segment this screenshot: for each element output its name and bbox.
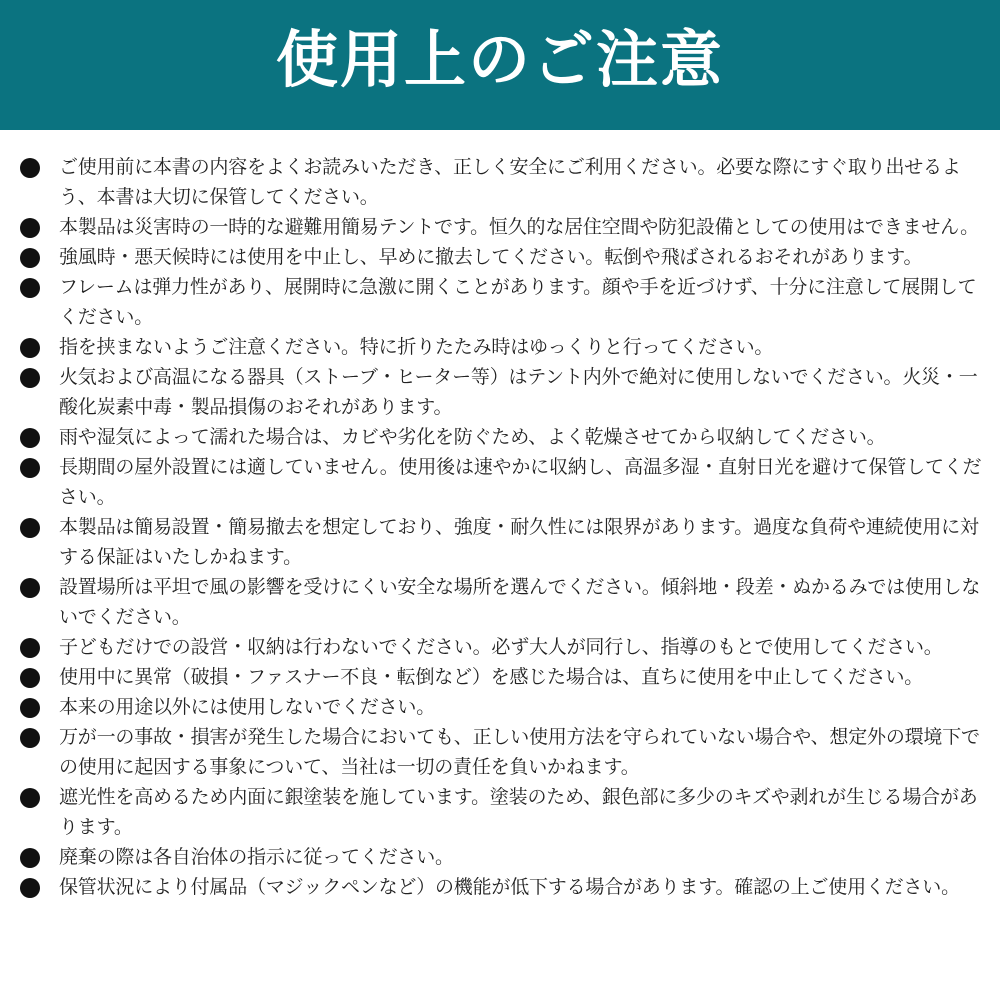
note-text: ご使用前に本書の内容をよくお読みいただき、正しく安全にご利用ください。必要な際にすぐ取り出せるよう、本書は大切に保管してください。 (59, 156, 961, 208)
note-text: 廃棄の際は各自治体の指示に従ってください。 (59, 846, 454, 868)
list-item (20, 872, 984, 902)
list-item (20, 632, 984, 662)
note-text: 指を挟まないようご注意ください。特に折りたたみ時はゆっくりと行ってください。 (59, 336, 774, 358)
note-text: 万が一の事故・損害が発生した場合においても、正しい使用方法を守られていない場合や、想定外の環境下での使用に起因する事象について、当社は一切の責任を負いかねます。 (59, 726, 980, 778)
note-text: 本製品は災害時の一時的な避難用簡易テントです。恒久的な居住空間や防犯設備としての使用はできません。 (59, 216, 979, 238)
list-item (20, 842, 984, 872)
list-item (20, 692, 984, 722)
note-text: 設置場所は平坦で風の影響を受けにくい安全な場所を選んでください。傾斜地・段差・ぬかるみでは使用しないでください。 (59, 576, 981, 628)
list-item (20, 422, 984, 452)
list-item (20, 242, 984, 272)
list-item (20, 152, 984, 212)
bullet-icon (20, 518, 40, 538)
note-text: 強風時・悪天候時には使用を中止し、早めに撤去してください。転倒や飛ばされるおそれがあります。 (59, 246, 923, 268)
list-item (20, 662, 984, 692)
bullet-icon (20, 728, 40, 748)
list-item (20, 452, 984, 512)
bullet-icon (20, 368, 40, 388)
note-text: 本来の用途以外には使用しないでください。 (59, 696, 436, 718)
page-title: 使用上のご注意 (275, 23, 724, 96)
list-item (20, 362, 984, 422)
list-item (20, 572, 984, 632)
note-text: 本製品は簡易設置・簡易撤去を想定しており、強度・耐久性には限界があります。過度な負荷や連続使用に対する保証はいたしかねます。 (59, 516, 979, 568)
bullet-icon (20, 248, 40, 268)
list-item (20, 782, 984, 842)
note-text: フレームは弾力性があり、展開時に急激に開くことがあります。顔や手を近づけず、十分に注意して展開してください。 (59, 276, 977, 328)
note-text: 長期間の屋外設置には適していません。使用後は速やかに収納し、高温多湿・直射日光を避けて保管してください。 (59, 456, 982, 508)
bullet-icon (20, 428, 40, 448)
list-item (20, 212, 984, 242)
list-item (20, 512, 984, 572)
bullet-icon (20, 788, 40, 808)
bullet-icon (20, 158, 40, 178)
caution-list (0, 130, 1000, 902)
list-item (20, 722, 984, 782)
bullet-icon (20, 218, 40, 238)
list-item (20, 272, 984, 332)
note-text: 遮光性を高めるため内面に銀塗装を施しています。塗装のため、銀色部に多少のキズや剥れが生じる場合があります。 (59, 786, 978, 838)
bullet-icon (20, 638, 40, 658)
note-text: 使用中に異常（破損・ファスナー不良・転倒など）を感じた場合は、直ちに使用を中止してください。 (59, 666, 924, 688)
header-banner (0, 0, 1000, 130)
list-item (20, 332, 984, 362)
bullet-icon (20, 668, 40, 688)
note-text: 子どもだけでの設営・収納は行わないでください。必ず大人が同行し、指導のもとで使用してください。 (59, 636, 943, 658)
note-text: 雨や湿気によって濡れた場合は、カビや劣化を防ぐため、よく乾燥させてから収納してください。 (59, 426, 886, 448)
bullet-icon (20, 878, 40, 898)
bullet-icon (20, 458, 40, 478)
note-text: 保管状況により付属品（マジックペンなど）の機能が低下する場合があります。確認の上ご使用ください。 (59, 876, 960, 898)
bullet-icon (20, 578, 40, 598)
note-text: 火気および高温になる器具（ストーブ・ヒーター等）はテント内外で絶対に使用しないでください。火災・一酸化炭素中毒・製品損傷のおそれがあります。 (59, 366, 978, 418)
bullet-icon (20, 278, 40, 298)
bullet-icon (20, 848, 40, 868)
bullet-icon (20, 698, 40, 718)
bullet-icon (20, 338, 40, 358)
